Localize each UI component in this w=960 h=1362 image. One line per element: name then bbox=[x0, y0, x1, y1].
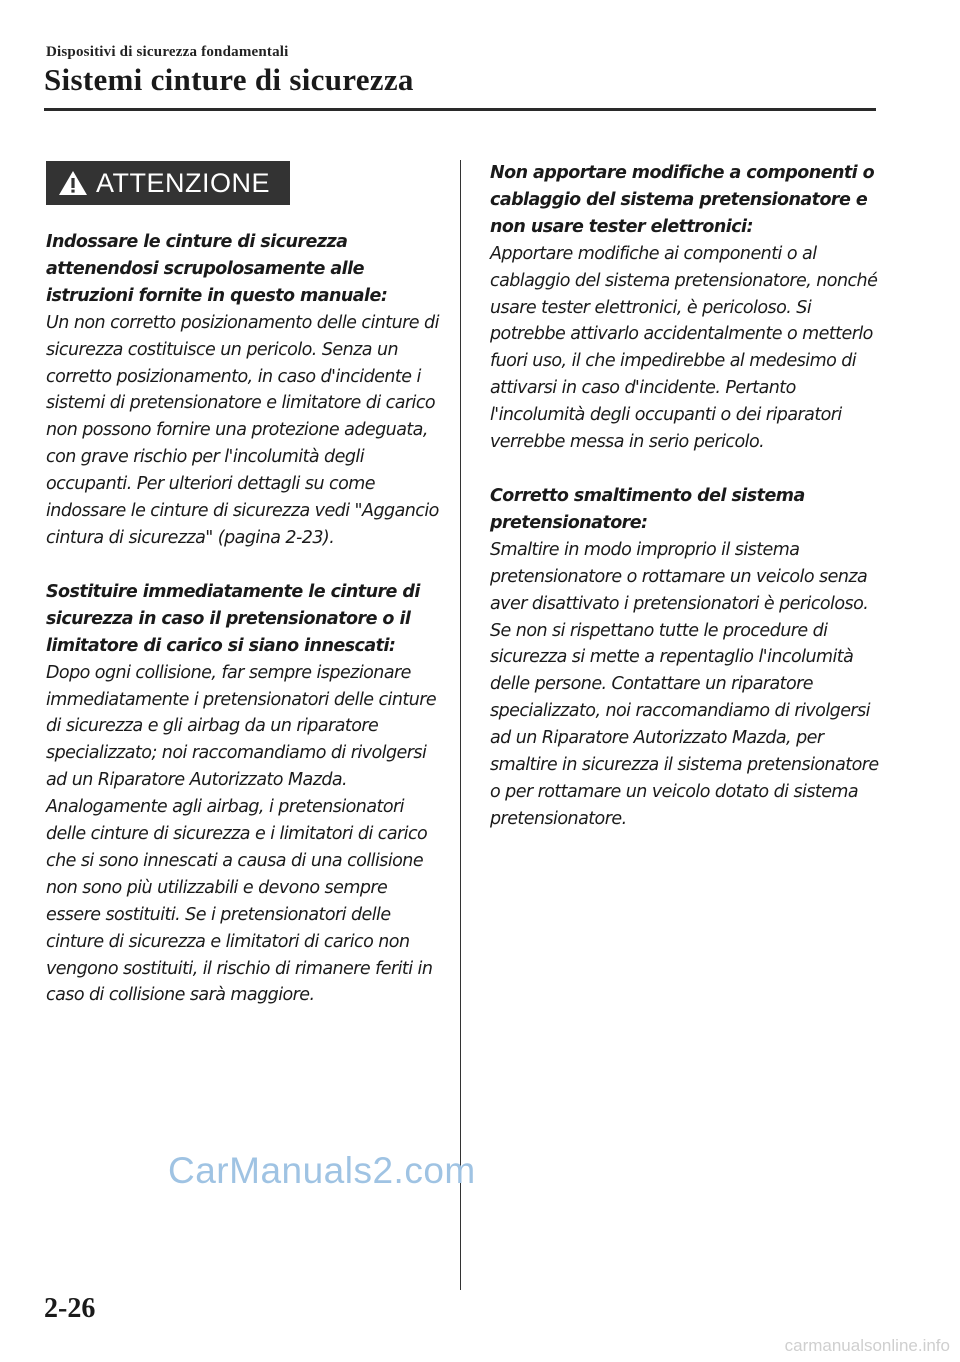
block-heading: Non apportare modifiche a componenti o cablaggio del sistema pretensionatore e non usare tester elettronici: bbox=[490, 163, 875, 237]
section-label: Dispositivi di sicurezza fondamentali bbox=[46, 44, 289, 60]
warning-block bbox=[490, 483, 885, 833]
block-text: Dopo ogni collisione, far sempre ispezionare immediatamente i pretensionatori delle cinture di sicurezza e gli airbag da un riparatore specializzato; noi raccomandiamo di rivolgersi ad un Riparatore Autorizzato Mazda. Analogamente agli airbag, i pretensionatori delle cinture di sicurezza e i limitatori di carico che si sono innescati a causa di una collisione non sono più utilizzabili e devono sempre essere sostituiti. Se i pretensionatori delle cinture di sicurezza e limitatori di carico non vengono sostituiti, il rischio di rimanere feriti in caso di collisione sarà maggiore. bbox=[46, 662, 437, 1006]
warning-block bbox=[46, 579, 441, 1010]
warning-banner bbox=[46, 161, 290, 205]
block-text: Smaltire in modo improprio il sistema pretensionatore o rottamare un veicolo senza aver disattivato i pretensionatori è pericoloso. Se non si rispettano tutte le procedure di sicurezza si mette a repentaglio l'incolumità delle persone. Contattare un riparatore specializzato, noi raccomandiamo di rivolgersi ad un Riparatore Autorizzato Mazda, per smaltire in sicurezza il sistema pretensionatore o per rottamare un veicolo dotato di sistema pretensionatore. bbox=[490, 539, 879, 829]
left-column bbox=[46, 229, 441, 1036]
block-heading: Sostituire immediatamente le cinture di sicurezza in caso il pretensionatore o il limitatore di carico si siano innescati: bbox=[46, 581, 420, 656]
footer-site-watermark: carmanualsonline.info bbox=[784, 1336, 950, 1355]
block-text: Un non corretto posizionamento delle cinture di sicurezza costituisce un pericolo. Senza un corretto posizionamento, in caso d'incidente i sistemi di pretensionatore e limitatore di carico non possono fornire una protezione adeguata, con grave rischio per l'incolumità degli occupanti. Per ulteriori dettagli su come indossare le cinture di sicurezza vedi "Aggancio cintura di sicurezza" (pagina 2-23). bbox=[46, 312, 439, 548]
right-column bbox=[490, 160, 885, 860]
block-text: Apportare modifiche ai componenti o al cablaggio del sistema pretensionatore, nonché usare tester elettronici, è pericoloso. Si potrebbe attivarlo accidentalmente o metterlo fuori uso, il che impedirebbe al medesimo di attivarsi in caso d'incidente. Pertanto l'incolumità degli occupanti o dei riparatori verrebbe messa in serio pericolo. bbox=[490, 243, 878, 453]
page-number: 2-26 bbox=[44, 1293, 96, 1324]
watermark: CarManuals2.com bbox=[168, 1150, 476, 1191]
block-heading: Indossare le cinture di sicurezza attenendosi scrupolosamente alle istruzioni fornite in questo manuale: bbox=[46, 232, 388, 306]
warning-block bbox=[46, 229, 441, 552]
warning-label: ATTENZIONE bbox=[96, 167, 271, 198]
title-divider bbox=[44, 108, 876, 111]
page-title: Sistemi cinture di sicurezza bbox=[44, 62, 414, 97]
block-heading: Corretto smaltimento del sistema pretensionatore: bbox=[490, 485, 805, 533]
warning-block bbox=[490, 160, 885, 456]
column-divider bbox=[460, 160, 461, 1290]
warning-icon bbox=[58, 170, 88, 196]
